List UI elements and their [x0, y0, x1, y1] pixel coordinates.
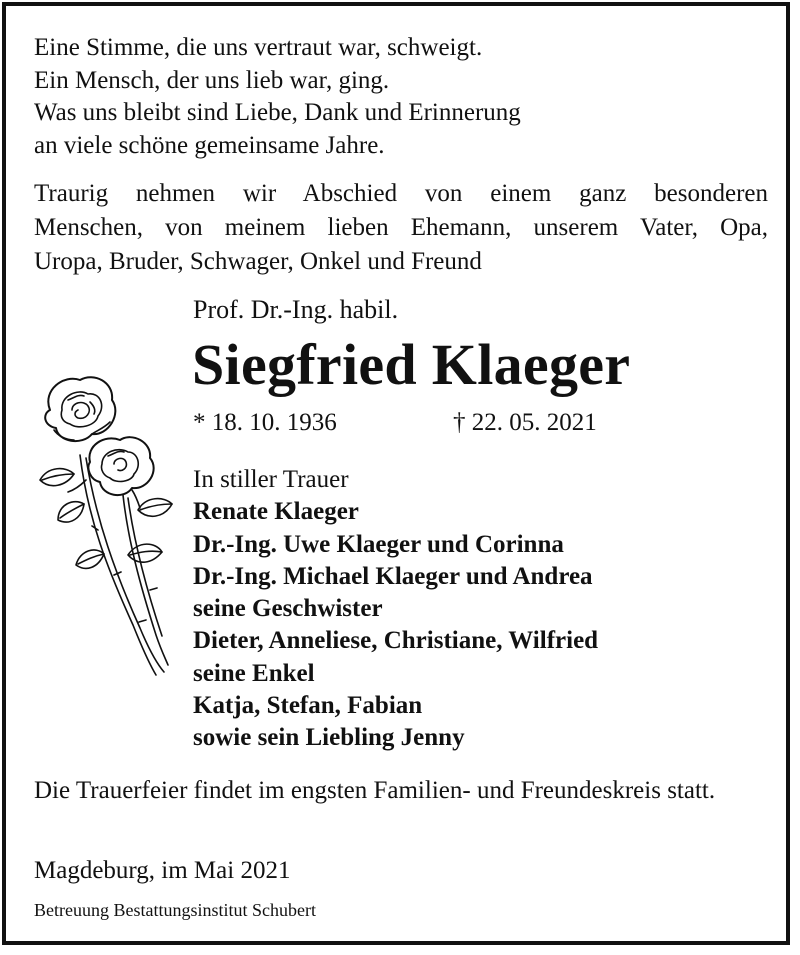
mourner-group-label: seine Geschwister [193, 595, 383, 623]
intro-line: Menschen, von meinem lieben Ehemann, unserem Vater, Opa, [34, 214, 768, 241]
mourners-list [193, 464, 598, 755]
mourner-group-label: seine Enkel [193, 659, 315, 687]
mourner: Renate Klaeger [193, 498, 359, 526]
verse [34, 32, 521, 162]
mourner: Dieter, Anneliese, Christiane, Wilfried [193, 627, 599, 655]
verse-line: an viele schöne gemeinsame Jahre. [34, 131, 385, 159]
mourner: sowie sein Liebling Jenny [193, 724, 465, 752]
mourners-heading: In stiller Trauer [193, 466, 349, 493]
place-and-date: Magdeburg, im Mai 2021 [34, 857, 291, 884]
mourner: Katja, Stefan, Fabian [193, 692, 423, 720]
verse-line: Ein Mensch, der uns lieb war, ging. [34, 66, 390, 94]
funeral-notice: Die Trauerfeier findet im engsten Familien- und Freundeskreis statt. [34, 777, 716, 804]
roses-icon [28, 370, 178, 690]
death-date: † 22. 05. 2021 [453, 409, 597, 436]
verse-line: Eine Stimme, die uns vertraut war, schweigt. [34, 34, 483, 61]
verse-line: Was uns bleibt sind Liebe, Dank und Erinnerung [34, 99, 521, 126]
intro-line: Uropa, Bruder, Schwager, Onkel und Freund [34, 248, 482, 275]
intro-line: Traurig nehmen wir Abschied von einem ganz besonderen [34, 180, 768, 207]
deceased-name: Siegfried Klaeger [192, 332, 631, 397]
birth-date: * 18. 10. 1936 [193, 409, 337, 436]
mourner: Dr.-Ing. Michael Klaeger und Andrea [193, 562, 593, 590]
undertaker-credit: Betreuung Bestattungsinstitut Schubert [34, 900, 316, 920]
intro-paragraph [34, 177, 768, 279]
mourner: Dr.-Ing. Uwe Klaeger und Corinna [193, 530, 564, 558]
academic-title: Prof. Dr.-Ing. habil. [193, 295, 399, 324]
